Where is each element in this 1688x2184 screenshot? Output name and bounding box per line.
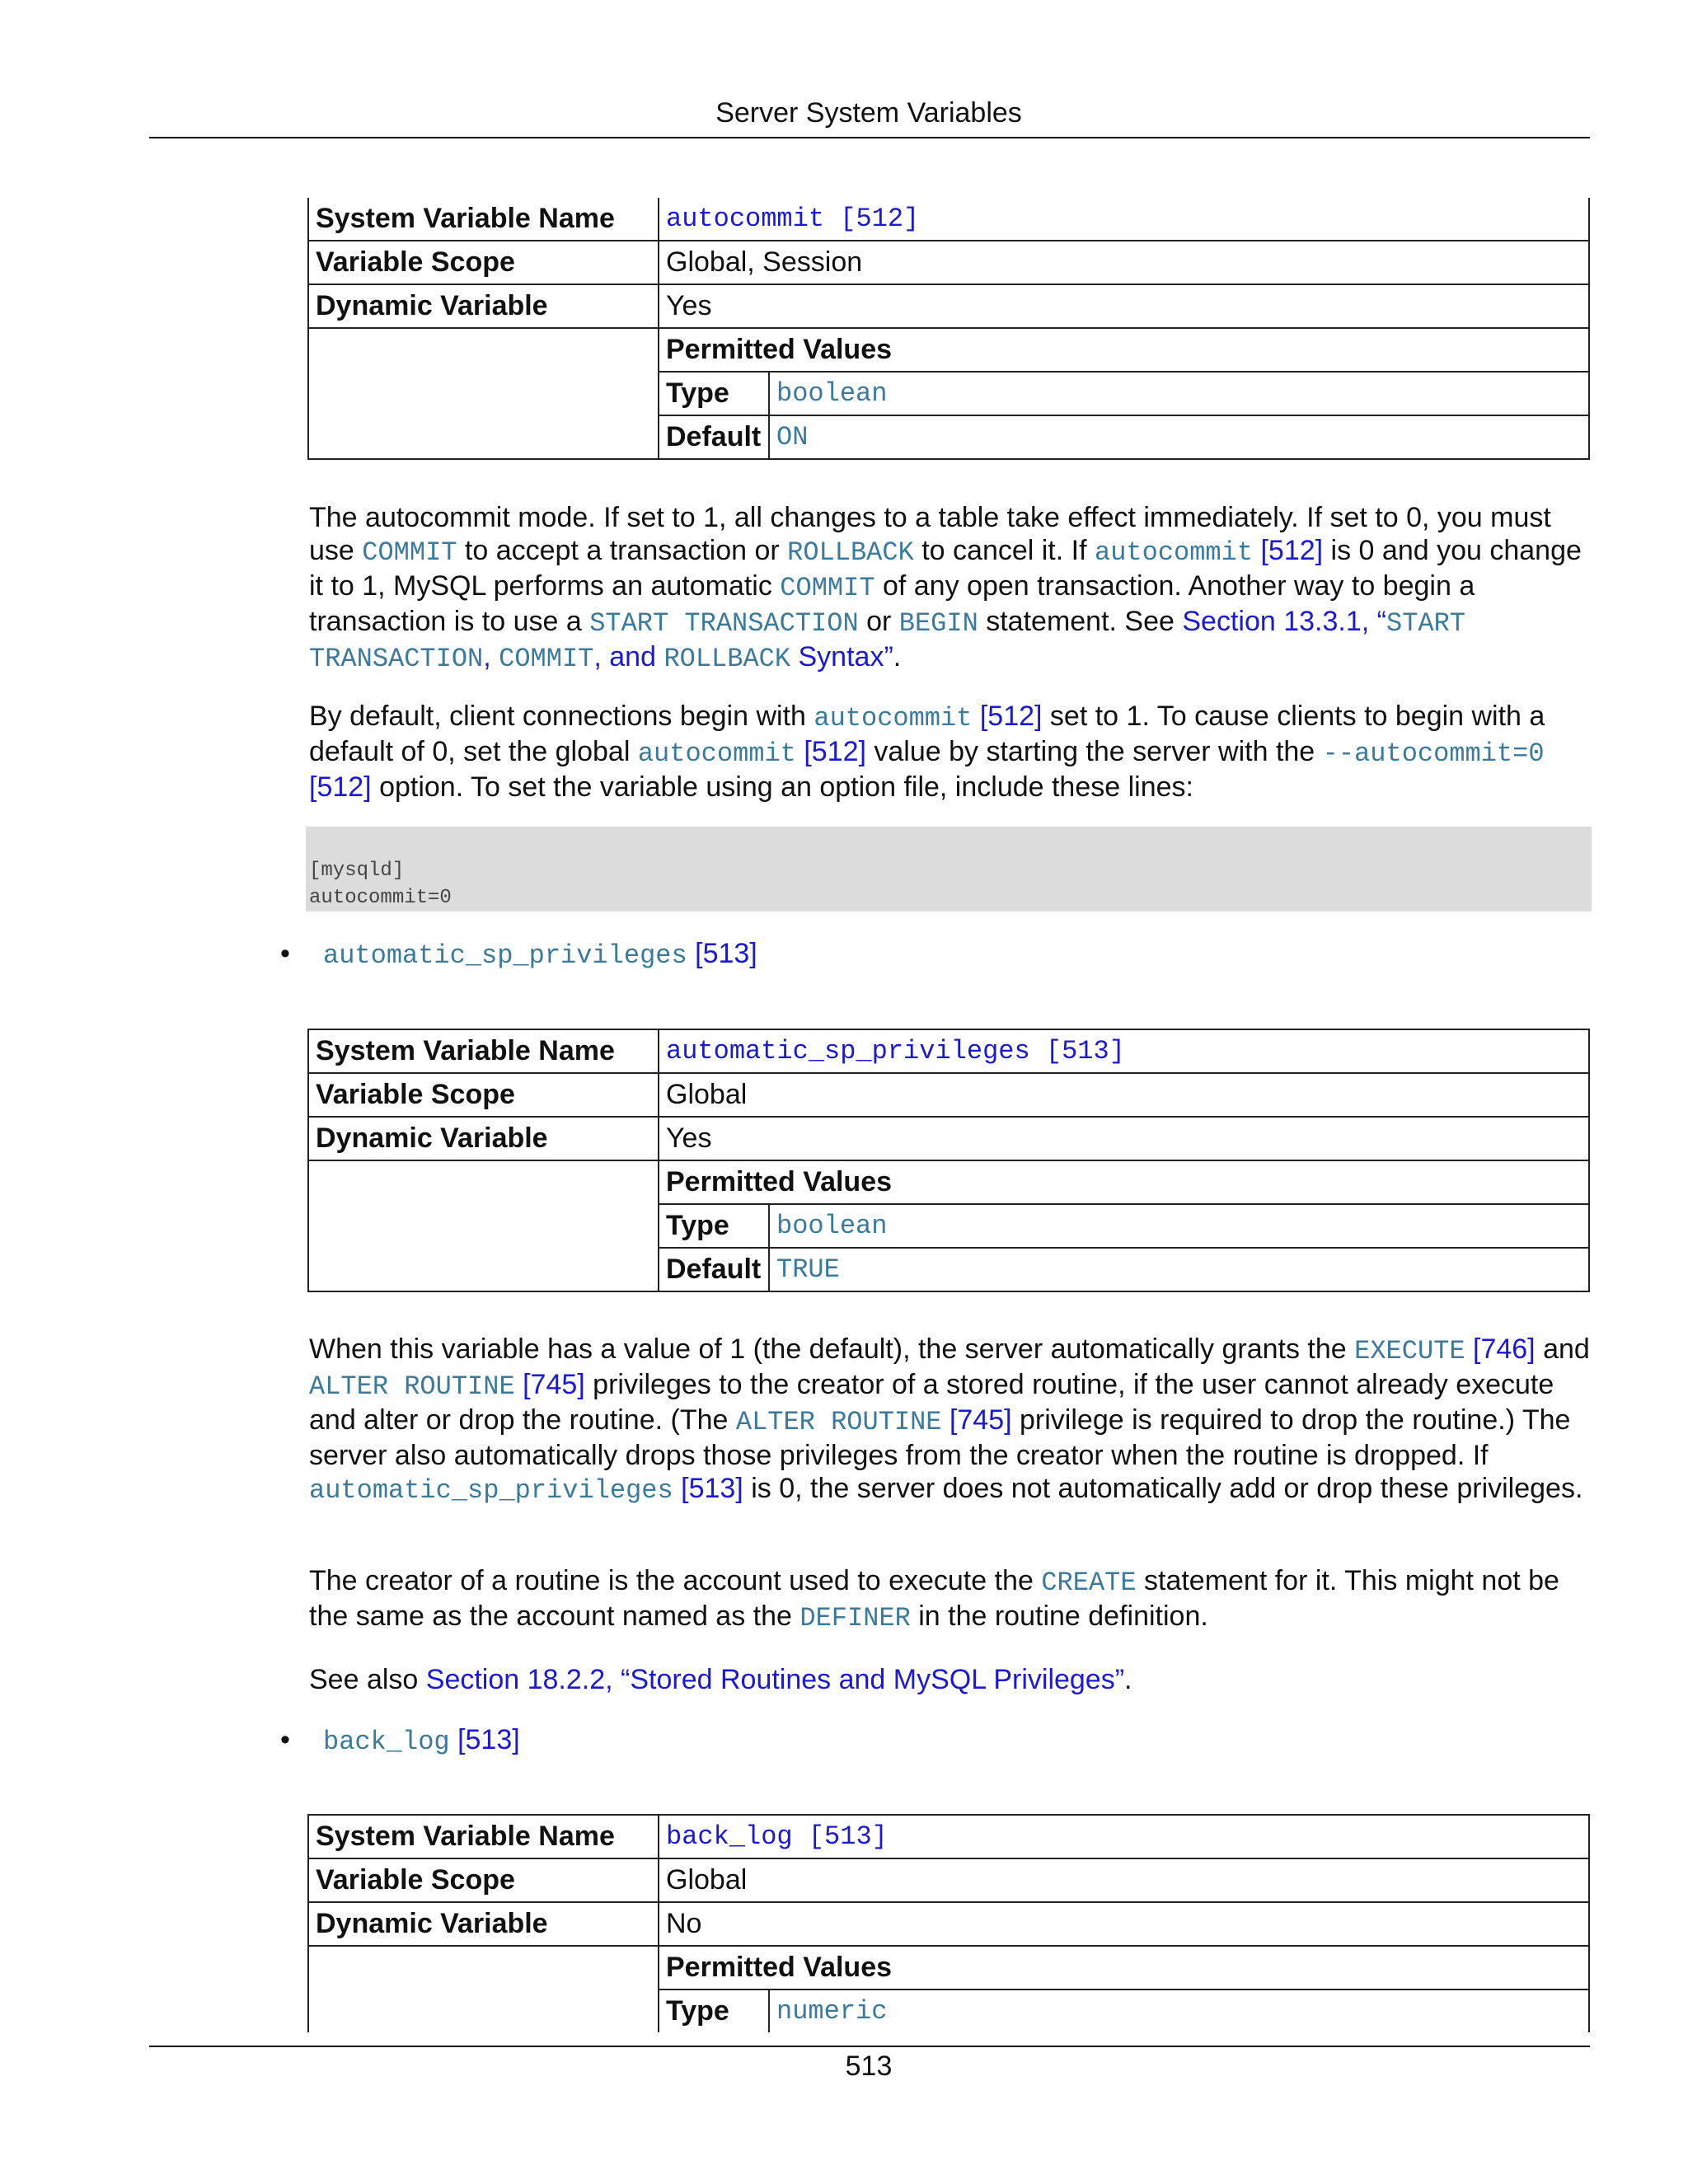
text: When this variable has a value of 1 (the default), the server automatically grants the — [309, 1333, 1355, 1365]
option-file-code-block — [306, 827, 1592, 912]
code-begin: BEGIN — [898, 608, 978, 639]
dynamic-label: Dynamic Variable — [308, 1117, 659, 1160]
scope-value: Global, Session — [659, 241, 1589, 284]
ref-link[interactable]: [512] — [795, 736, 866, 767]
link-text[interactable]: Section 13.3.1, “ — [1182, 606, 1386, 637]
code-commit: COMMIT — [362, 537, 457, 568]
link-code[interactable]: ROLLBACK — [663, 644, 791, 674]
text: is 0 and you change it to 1, MySQL performs an automatic — [309, 535, 1582, 602]
code-definer: DEFINER — [799, 1603, 911, 1633]
code-rollback: ROLLBACK — [787, 537, 914, 568]
dynamic-value: Yes — [659, 284, 1589, 328]
text: See also — [309, 1664, 426, 1695]
type-row — [659, 1204, 1589, 1248]
dynamic-value: Yes — [659, 1117, 1589, 1160]
bullet-glyph: • — [280, 1724, 290, 1755]
text: statement for it. This might not be the same as the account named as the — [309, 1565, 1559, 1632]
text: or — [858, 606, 899, 637]
default-value: ON — [776, 421, 809, 452]
code-line: autocommit=0 — [309, 887, 452, 909]
name-value-link[interactable]: back_log [513] — [659, 1815, 1589, 1858]
type-label: Type — [659, 373, 769, 415]
code-autocommit[interactable]: autocommit — [814, 703, 973, 733]
bullet-automatic-sp-privileges[interactable] — [323, 938, 757, 971]
header-rule — [149, 137, 1590, 138]
permitted-values-heading: Permitted Values — [659, 328, 1589, 372]
text: statement. See — [978, 606, 1183, 637]
default-row — [659, 1248, 1589, 1291]
permitted-values-heading: Permitted Values — [659, 1946, 1589, 1990]
text: and — [1535, 1333, 1590, 1365]
name-label: System Variable Name — [308, 1029, 659, 1073]
text: to cancel it. If — [913, 535, 1095, 566]
bullet-glyph: • — [280, 938, 290, 969]
type-row — [659, 1990, 1589, 2032]
ref-link[interactable]: [513] — [687, 938, 757, 969]
type-value: numeric — [776, 1995, 888, 2027]
ref-link[interactable]: [745] — [514, 1369, 585, 1400]
empty-cell — [308, 328, 659, 459]
dynamic-value: No — [659, 1902, 1589, 1946]
default-value: TRUE — [776, 1254, 840, 1285]
text: in the routine definition. — [910, 1601, 1208, 1632]
section-link[interactable]: Section 18.2.2, “Stored Routines and MySQL Privileges” — [425, 1664, 1125, 1695]
text: . — [893, 641, 902, 673]
link-text[interactable]: , — [483, 641, 499, 673]
footer-rule — [149, 2046, 1590, 2047]
scope-value: Global — [659, 1858, 1589, 1902]
variable-table-autocommit — [307, 198, 1590, 460]
text: value by starting the server with the — [865, 736, 1323, 767]
variable-table-automatic-sp-privileges — [307, 1029, 1590, 1292]
type-label: Type — [659, 1990, 769, 2032]
default-label: Default — [659, 1249, 769, 1291]
code-option[interactable]: --autocommit=0 — [1322, 738, 1545, 769]
text: The autocommit mode. If set to 1, all changes to a table take effect immediately. If set to 0, you must use — [309, 502, 1551, 566]
text: privilege is required to drop the routine.) The server also automatically drops those privileges from the creator when the routine is dropped. If — [309, 1404, 1571, 1471]
name-value-link[interactable]: autocommit [512] — [659, 198, 1589, 241]
automatic-sp-privileges-description — [309, 1333, 1595, 1507]
type-label: Type — [659, 1205, 769, 1247]
ref-link[interactable]: [513] — [673, 1473, 743, 1504]
default-row — [659, 415, 1589, 459]
scope-label: Variable Scope — [308, 241, 659, 284]
code-alter-routine[interactable]: ALTER ROUTINE — [309, 1371, 515, 1402]
dynamic-label: Dynamic Variable — [308, 284, 659, 328]
scope-label: Variable Scope — [308, 1073, 659, 1117]
code-create: CREATE — [1041, 1568, 1137, 1598]
variable-table-back-log — [307, 1814, 1590, 2032]
autocommit-description — [309, 501, 1595, 676]
code-autocommit[interactable]: autocommit — [1095, 537, 1254, 568]
bullet-back-log[interactable] — [323, 1724, 520, 1757]
routine-creator-paragraph — [309, 1564, 1595, 1635]
type-row — [659, 372, 1589, 415]
type-value: boolean — [776, 377, 888, 409]
text: The creator of a routine is the account used to execute the — [309, 1565, 1042, 1596]
link-text[interactable]: Syntax” — [790, 641, 893, 673]
ref-link[interactable]: [512] — [972, 701, 1043, 732]
bullet-code[interactable]: automatic_sp_privileges — [323, 940, 687, 971]
page-number: 513 — [845, 2050, 893, 2082]
permitted-values-heading: Permitted Values — [659, 1160, 1589, 1204]
scope-value: Global — [659, 1073, 1589, 1117]
text: of any open transaction. Another way to begin a transaction is to use a — [309, 570, 1475, 637]
code-line: [mysqld] — [309, 860, 405, 882]
link-code[interactable]: COMMIT — [499, 644, 594, 674]
scope-label: Variable Scope — [308, 1858, 659, 1902]
dynamic-label: Dynamic Variable — [308, 1902, 659, 1946]
code-alter-routine[interactable]: ALTER ROUTINE — [735, 1407, 942, 1437]
text: . — [1124, 1664, 1132, 1695]
text: is 0, the server does not automatically add or drop these privileges. — [743, 1473, 1583, 1504]
text: to accept a transaction or — [457, 535, 788, 566]
ref-link[interactable]: [512] — [1253, 535, 1324, 566]
text: privileges to the creator of a stored routine, if the user cannot already execute and alter or drop the routine. (The — [309, 1369, 1554, 1436]
empty-cell — [308, 1946, 659, 2032]
running-header: Server System Variables — [715, 97, 1022, 129]
code-autocommit[interactable]: autocommit — [637, 738, 796, 769]
type-value: boolean — [776, 1210, 888, 1241]
name-value-link[interactable]: automatic_sp_privileges [513] — [659, 1029, 1589, 1073]
text: set to 1. To cause clients to begin with a default of 0, set the global — [309, 701, 1545, 767]
default-label: Default — [659, 416, 769, 458]
text: By default, client connections begin with — [309, 701, 814, 732]
link-code[interactable]: START TRANSACTION — [309, 608, 1465, 674]
ref-link[interactable]: [745] — [941, 1404, 1012, 1436]
code-automatic-sp-privileges[interactable]: automatic_sp_privileges — [309, 1475, 673, 1506]
link-text[interactable]: , and — [593, 641, 664, 673]
empty-cell — [308, 1160, 659, 1291]
code-start-transaction: START TRANSACTION — [589, 608, 859, 639]
ref-link[interactable]: [746] — [1465, 1333, 1536, 1365]
code-commit: COMMIT — [780, 573, 875, 603]
code-execute[interactable]: EXECUTE — [1354, 1336, 1465, 1366]
see-also-paragraph — [309, 1663, 1595, 1696]
bullet-code[interactable]: back_log — [323, 1727, 450, 1757]
ref-link[interactable]: [513] — [449, 1724, 520, 1755]
name-label: System Variable Name — [308, 1815, 659, 1858]
text: option. To set the variable using an option file, include these lines: — [371, 771, 1193, 803]
name-label: System Variable Name — [308, 198, 659, 241]
ref-link[interactable]: [512] — [309, 771, 372, 803]
default-connection-paragraph — [309, 700, 1595, 804]
